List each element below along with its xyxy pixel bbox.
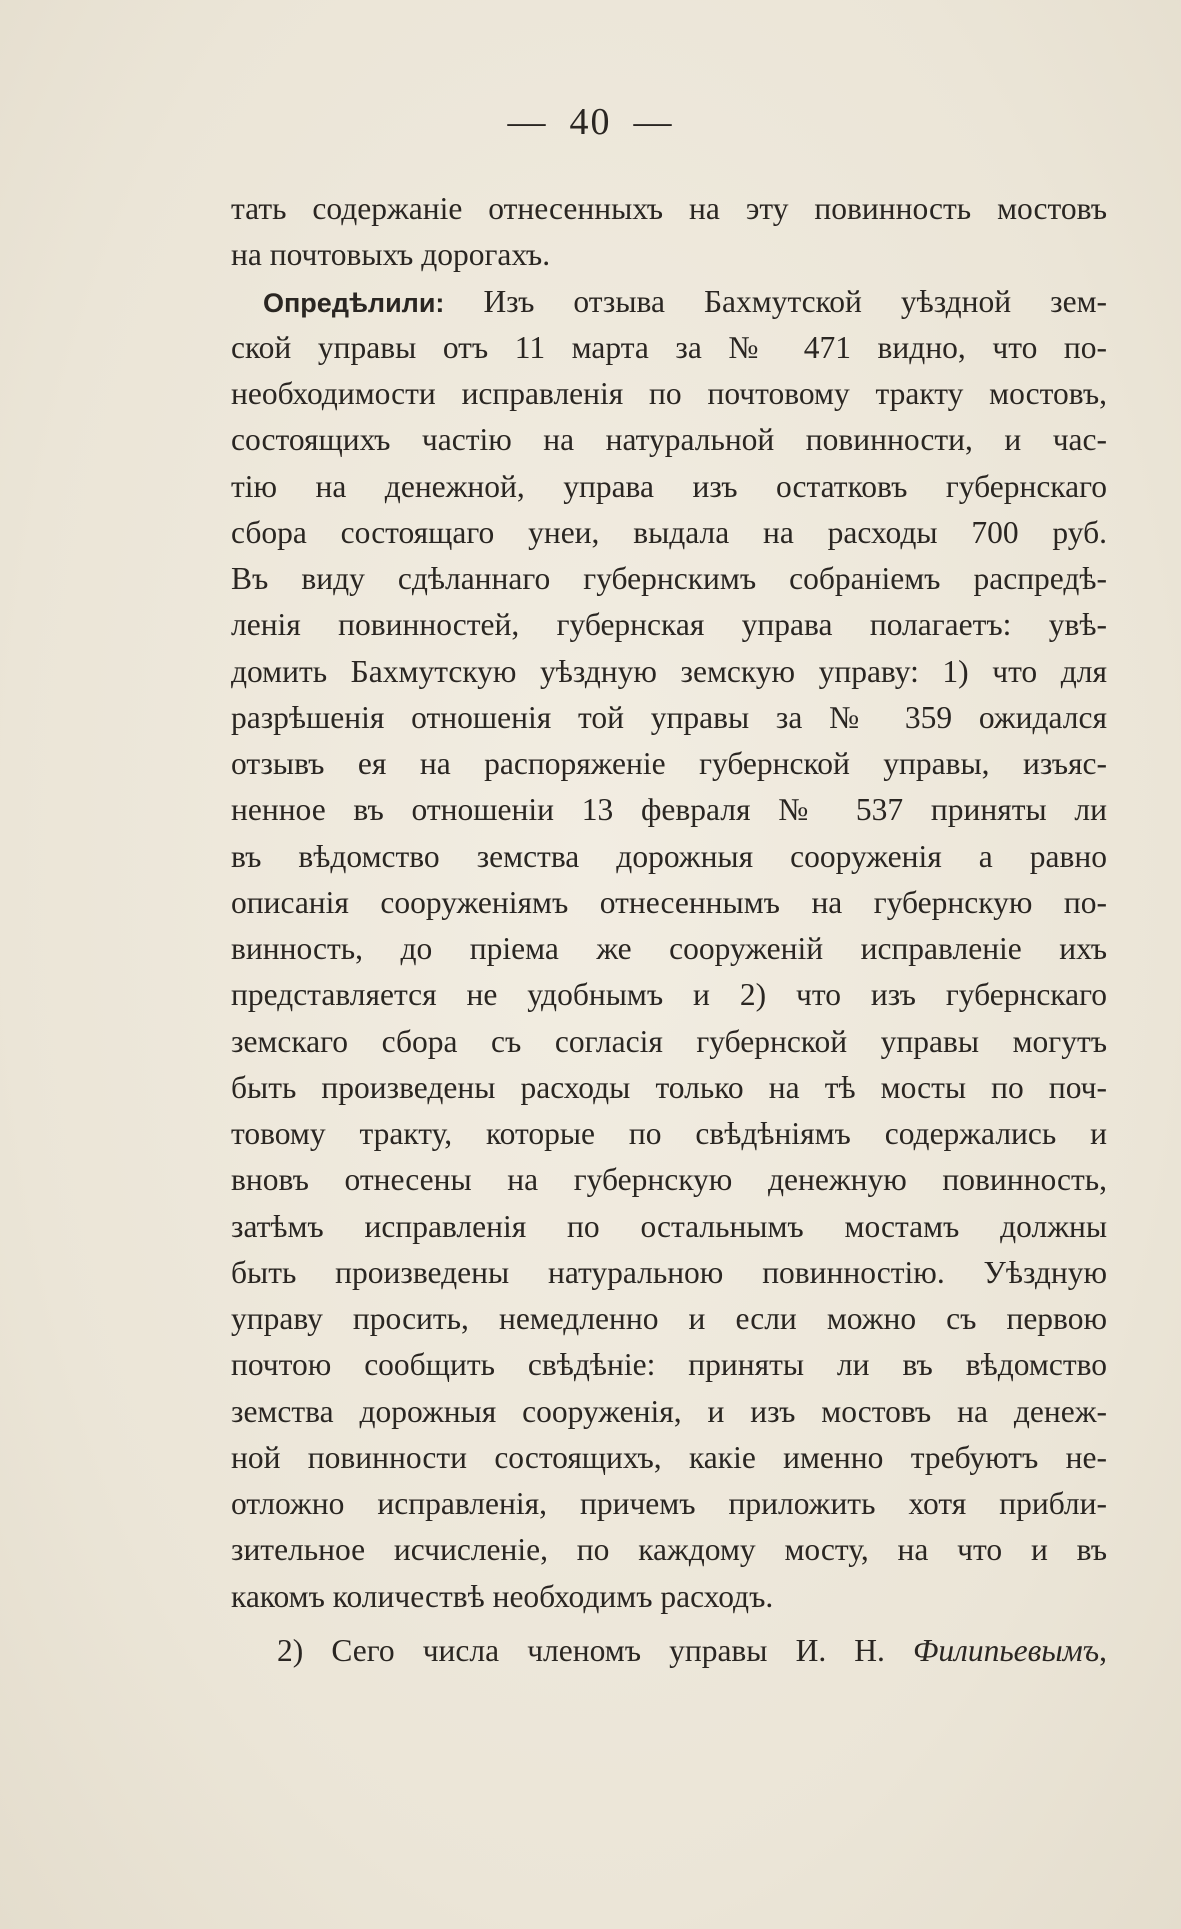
text-line: почтою сообщить свѣдѣніе: приняты ли въ вѣдомство xyxy=(231,1347,1107,1383)
italic-surname: Филипьевымъ xyxy=(913,1632,1100,1668)
text-line: тать содержаніе отнесенныхъ на эту повинность мостовъ xyxy=(231,191,1107,226)
text-line: въ вѣдомство земства дорожныя сооруженія а равно xyxy=(231,838,1107,874)
text-line: ской управы отъ 11 марта за № 471 видно, что по- xyxy=(231,329,1107,365)
text-line: затѣмъ исправленія по остальнымъ мостамъ должны xyxy=(231,1208,1107,1244)
text-line: быть произведены натуральною повинностію. Уѣздную xyxy=(231,1254,1107,1290)
text-line-fragment: Изъ отзыва Бахмутской уѣздной зем- xyxy=(483,283,1107,319)
text-line: быть произведены расходы только на тѣ мосты по поч- xyxy=(231,1069,1107,1105)
text-line: домить Бахмутскую уѣздную земскую управу: 1) что для xyxy=(231,653,1107,689)
body-text xyxy=(231,186,1107,1674)
resolution-line xyxy=(231,279,1107,325)
text-line: Въ виду сдѣланнаго губернскимъ собраніемъ распредѣ- xyxy=(231,561,1107,596)
page-number-header xyxy=(0,100,1181,144)
text-line: состоящихъ частію на натуральной повинности, и час- xyxy=(231,422,1107,458)
text-line: сбора состоящаго унеи, выдала на расходы 700 руб. xyxy=(231,514,1107,550)
text-line: зительное исчисленіе, по каждому мосту, на что и въ xyxy=(231,1532,1107,1568)
text-line: описанія сооруженіямъ отнесеннымъ на губернскую по- xyxy=(231,884,1107,920)
text-line: товому тракту, которые по свѣдѣніямъ содержались и xyxy=(231,1116,1107,1151)
paragraph-text: 2) Сего числа членомъ управы И. Н. xyxy=(277,1632,885,1668)
text-line: разрѣшенія отношенія той управы за № 359 ожидался xyxy=(231,699,1107,735)
text-line: ленія повинностей, губернская управа полагаетъ: увѣ- xyxy=(231,607,1107,643)
text-line: земскаго сбора съ согласія губернской управы могутъ xyxy=(231,1023,1107,1059)
text-line: вновъ отнесены на губернскую денежную повинность, xyxy=(231,1162,1107,1198)
text-line: представляется не удобнымъ и 2) что изъ губернскаго xyxy=(231,977,1107,1013)
text-line: управу просить, немедленно и если можно съ первою xyxy=(231,1301,1107,1336)
page-number-dash-right: — xyxy=(633,101,674,143)
text-line: ной повинности состоящихъ, какіе именно требуютъ не- xyxy=(231,1439,1107,1475)
paragraph-trailing-punct: , xyxy=(1099,1632,1107,1668)
text-line: необходимости исправленія по почтовому тракту мостовъ, xyxy=(231,376,1107,411)
resolution-label: Опредѣлили: xyxy=(263,287,445,318)
text-line: отложно исправленія, причемъ приложить хотя прибли- xyxy=(231,1486,1107,1521)
text-line: винность, до пріема же сооруженій исправленіе ихъ xyxy=(231,931,1107,966)
page-number: 40 xyxy=(569,101,612,143)
text-line: какомъ количествѣ необходимъ расходъ. xyxy=(231,1578,774,1614)
text-line: отзывъ ея на распоряженіе губернской управы, изъяс- xyxy=(231,746,1107,781)
text-line: тію на денежной, управа изъ остатковъ губернскаго xyxy=(231,468,1107,504)
text-line: на почтовыхъ дорогахъ. xyxy=(231,237,551,273)
page-number-dash-left: — xyxy=(507,101,548,143)
text-line: ненное въ отношеніи 13 февраля № 537 приняты ли xyxy=(231,792,1107,828)
paragraph-start-line xyxy=(231,1628,1107,1674)
text-line: земства дорожныя сооруженія, и изъ мостовъ на денеж- xyxy=(231,1393,1107,1429)
